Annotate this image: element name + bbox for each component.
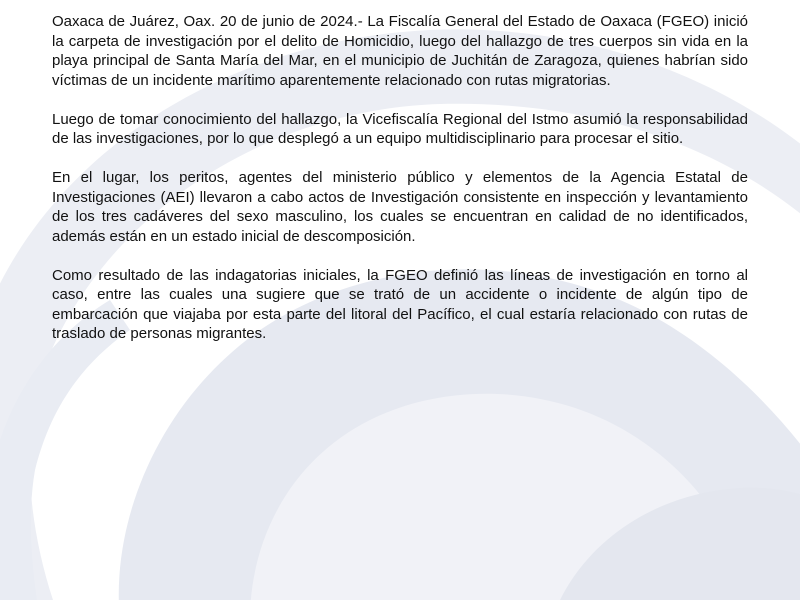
paragraph-4: Como resultado de las indagatorias iniciales, la FGEO definió las líneas de investigación en torno al caso, entre las cuales una sugiere que se trató de un accidente o incidente de algún tipo de embarcación que viajaba por esta parte del litoral del Pacífico, el cual estaría relacionado con rutas de traslado de personas migrantes. bbox=[52, 266, 748, 342]
paragraph-1: Oaxaca de Juárez, Oax. 20 de junio de 2024.- La Fiscalía General del Estado de Oaxaca (FGEO) inició la carpeta de investigación por el delito de Homicidio, luego del hallazgo de tres cuerpos sin vida en la playa principal de Santa María del Mar, en el municipio de Juchitán de Zaragoza, quienes habrían sido víctimas de un incidente marítimo aparentemente relacionado con rutas migratorias. bbox=[52, 13, 748, 89]
paragraph-2: Luego de tomar conocimiento del hallazgo, la Vicefiscalía Regional del Istmo asumió la responsabilidad de las investigaciones, por lo que desplegó a un equipo multidisciplinario para procesar el sitio. bbox=[52, 110, 748, 147]
paragraph-3: En el lugar, los peritos, agentes del ministerio público y elementos de la Agencia Estatal de Investigaciones (AEI) llevaron a cabo actos de Investigación consistente en inspección y levantamiento de los tres cadáveres del sexo masculino, los cuales se encuentran en calidad de no identificados, además están en un estado inicial de descomposición. bbox=[52, 169, 748, 245]
press-release-body bbox=[52, 12, 748, 363]
